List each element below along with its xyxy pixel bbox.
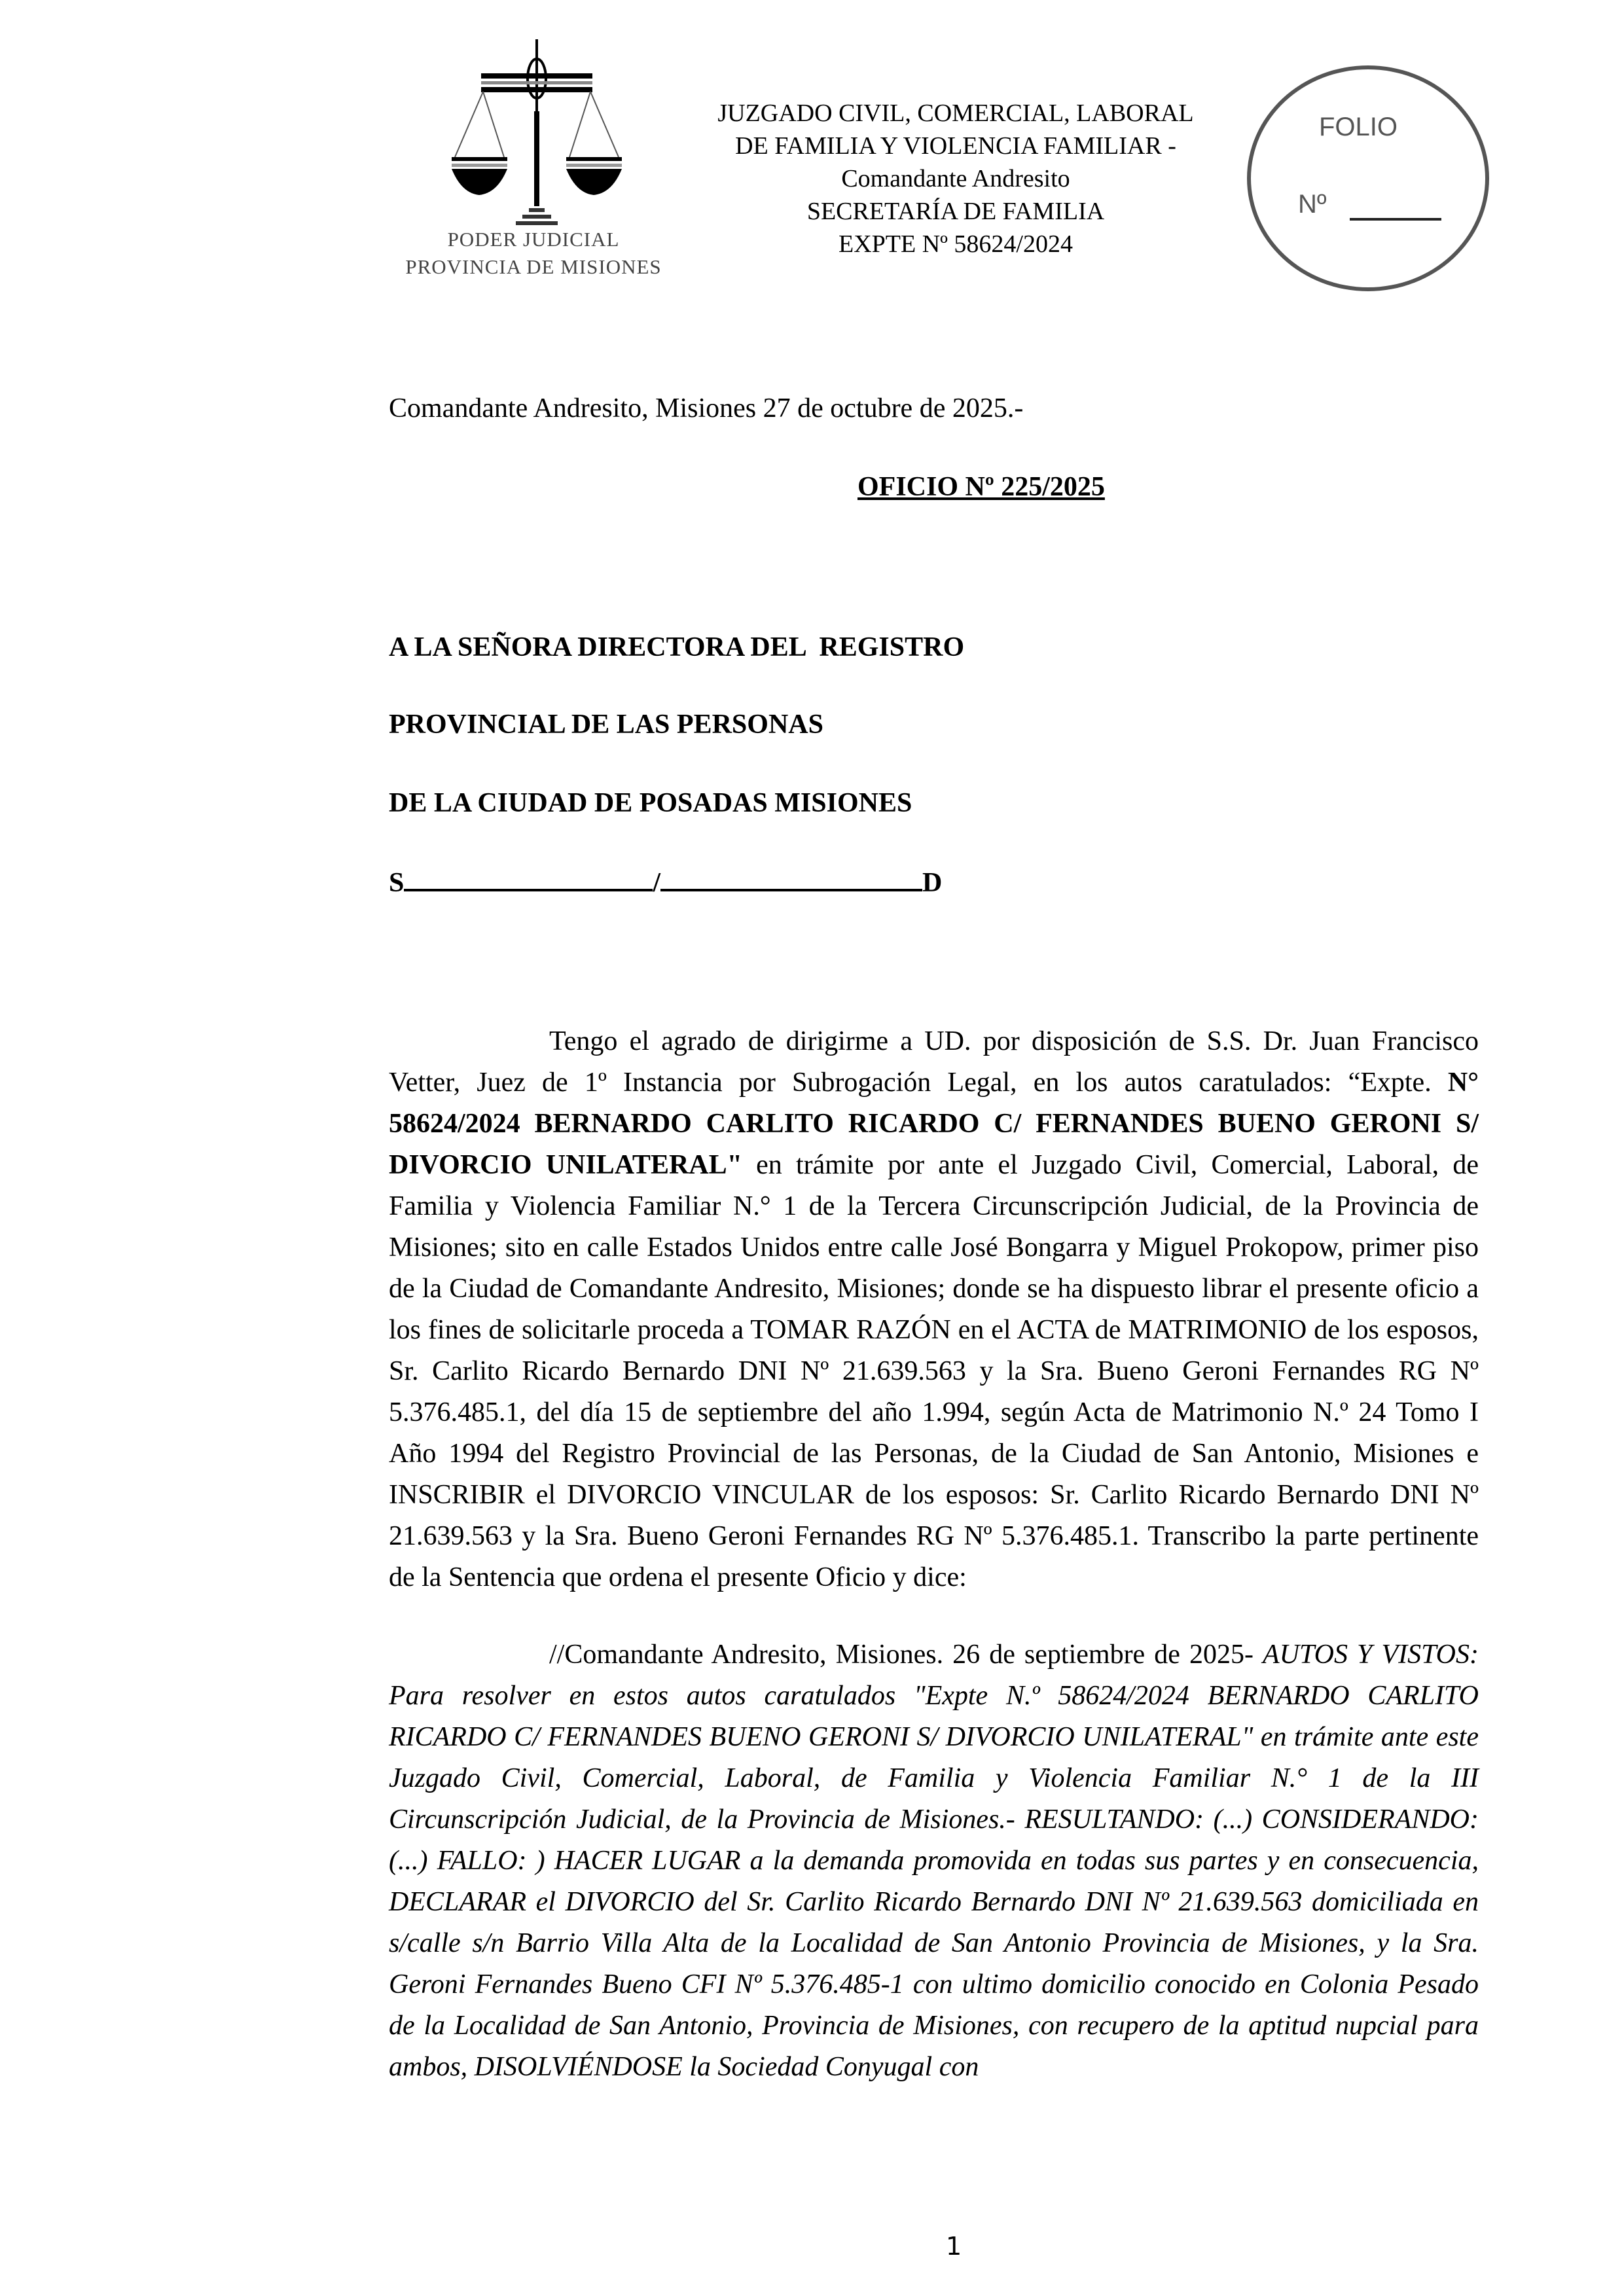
sd-s: S: [389, 868, 405, 898]
sd-blank-2: [660, 864, 922, 891]
para1-text-b: en trámite por ante el Juzgado Civil, Comercial, Laboral, de Familia y Violencia Familiar N.° 1 de la Tercera Circunscripción Judicial, de la Provincia de Misiones; sito en calle Estados Unidos entre calle José Bongarra y Miguel Prokopow, primer piso de la Ciudad de Comandante Andresito, Misiones; donde se ha dispuesto librar el presente oficio a los fines de solicitarle proceda a TOMAR RAZÓN en el ACTA de MATRIMONIO de los esposos, Sr. Carlito Ricardo Bernardo DNI Nº 21.639.563 y la Sra. Bueno Geroni Fernandes RG Nº 5.376.485.1, del día 15 de septiembre del año 1.994, según Acta de Matrimonio N.º 24 Tomo I Año 1994 del Registro Provincial de las Personas, de la Ciudad de San Antonio, Misiones e INSCRIBIR el DIVORCIO VINCULAR de los esposos: Sr. Carlito Ricardo Bernardo DNI Nº 21.639.563 y la Sra. Bueno Geroni Fernandes RG Nº 5.376.485.1. Transcribo la parte pertinente de la Sentencia que ordena el presente Oficio y dice:: [389, 1150, 1479, 1592]
sd-d: D: [922, 868, 943, 898]
body-paragraph-2: [389, 1634, 1479, 2088]
court-header-line-4: SECRETARÍA DE FAMILIA: [806, 198, 1105, 225]
court-header-line-2: DE FAMILIA Y VIOLENCIA FAMILIAR -: [735, 132, 1176, 160]
sd-slash: /: [653, 868, 661, 898]
date-line: Comandante Andresito, Misiones 27 de octubre de 2025.-: [389, 393, 1024, 423]
folio-label: FOLIO: [1319, 113, 1398, 141]
folio-stamp: [1247, 65, 1489, 291]
addressee-line-1: A LA SEÑORA DIRECTORA DEL REGISTRO: [389, 632, 965, 662]
court-header: [655, 97, 1257, 260]
para2-text-normal: //Comandante Andresito, Misiones. 26 de septiembre de 2025-: [549, 1640, 1263, 1670]
body-paragraph-1: [389, 1021, 1479, 1598]
folio-number-blank: [1350, 218, 1441, 221]
court-logo-text: [393, 226, 674, 281]
folio-number-label: Nº: [1298, 190, 1327, 219]
court-header-line-5: EXPTE Nº 58624/2024: [839, 230, 1073, 258]
page-number: 1: [946, 2232, 962, 2261]
addressee-line-2: PROVINCIAL DE LAS PERSONAS: [389, 709, 823, 740]
logo-line-1: PODER JUDICIAL: [447, 228, 620, 251]
para1-case-title: N° 58624/2024 BERNARDO CARLITO RICARDO C/ FERNANDES BUENO GERONI S/ DIVORCIO UNILATERAL": [389, 1067, 1479, 1180]
para1-text-a: Tengo el agrado de dirigirme a UD. por disposición de S.S. Dr. Juan Francisco Vetter, Juez de 1º Instancia por Subrogación Legal, en los autos caratulados: “Expte.: [389, 1026, 1479, 1098]
sd-salutation: [389, 864, 942, 899]
court-header-line-1: JUZGADO CIVIL, COMERCIAL, LABORAL: [717, 99, 1194, 127]
sd-blank-1: [404, 864, 653, 891]
court-header-line-3: Comandante Andresito: [841, 165, 1070, 192]
para2-text-italic: AUTOS Y VISTOS: Para resolver en estos autos caratulados "Expte N.º 58624/2024 BERNARDO CARLITO RICARDO C/ FERNANDES BUENO GERONI S/ DIVORCIO UNILATERAL" en trámite ante este Juzgado Civil, Comercial, Laboral, de Familia y Violencia Familiar N.° 1 de la III Circunscripción Judicial, de la Provincia de Misiones.- RESULTANDO: (...) CONSIDERANDO: (...) FALLO: ) HACER LUGAR a la demanda promovida en todas sus partes y en consecuencia, DECLARAR el DIVORCIO del Sr. Carlito Ricardo Bernardo DNI Nº 21.639.563 domiciliada en s/calle s/n Barrio Villa Alta de la Localidad de San Antonio Provincia de Misiones, y la Sra. Geroni Fernandes Bueno CFI Nº 5.376.485-1 con ultimo domicilio conocido en Colonia Pesado de la Localidad de San Antonio, Provincia de Misiones, con recupero de la aptitud nupcial para ambos, DISOLVIÉNDOSE la Sociedad Conyugal con: [389, 1640, 1479, 2082]
addressee-line-3: DE LA CIUDAD DE POSADAS MISIONES: [389, 788, 912, 818]
logo-line-2: PROVINCIA DE MISIONES: [405, 255, 662, 278]
oficio-title: OFICIO Nº 225/2025: [857, 472, 1105, 502]
